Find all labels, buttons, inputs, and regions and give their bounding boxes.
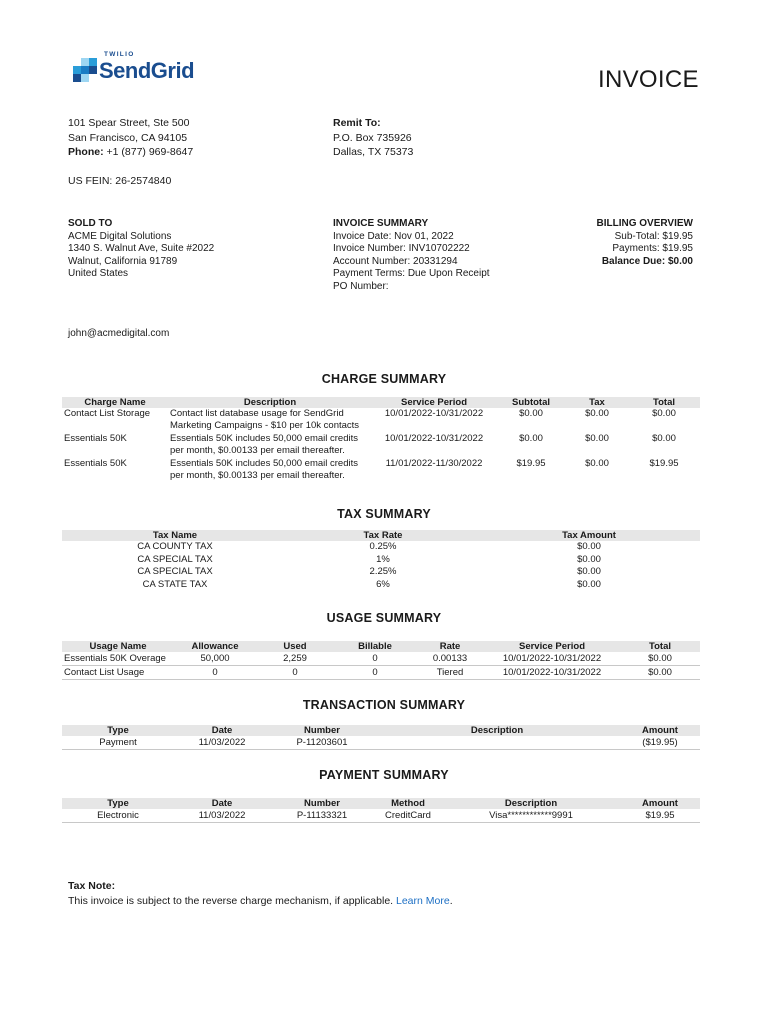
- column-header: Total: [620, 641, 700, 652]
- contact-email: john@acmedigital.com: [68, 328, 170, 339]
- table-cell: $19.95: [620, 809, 700, 823]
- sold-to-street: 1340 S. Walnut Ave, Suite #2022: [68, 243, 215, 254]
- table-cell: 0.00133: [416, 652, 484, 666]
- table-cell: Visa************9991: [442, 809, 620, 823]
- table-cell: Essentials 50K: [64, 457, 127, 469]
- table-cell: 50,000: [174, 652, 256, 666]
- table-header-row: [62, 725, 700, 736]
- table-cell: $0.00: [652, 432, 676, 444]
- column-header: Description: [168, 397, 372, 408]
- phone-label: Phone:: [68, 146, 104, 158]
- remit-line2: Dallas, TX 75373: [333, 146, 414, 158]
- remit-label: Remit To:: [333, 117, 381, 129]
- usage-summary-table: [62, 641, 700, 680]
- column-header: Number: [270, 798, 374, 809]
- remit-line1: P.O. Box 735926: [333, 131, 412, 144]
- table-cell: ($19.95): [620, 736, 700, 750]
- column-header: Billable: [334, 641, 416, 652]
- table-row: [62, 541, 700, 554]
- table-cell: $0.00: [585, 432, 609, 444]
- usage-summary-title: USAGE SUMMARY: [326, 611, 442, 625]
- invoice-number: Invoice Number: INV10702222: [333, 243, 470, 254]
- table-cell: $19.95: [516, 457, 546, 469]
- column-header: Service Period: [372, 397, 496, 408]
- company-address: [68, 116, 308, 188]
- table-cell: Electronic: [62, 809, 174, 823]
- table-header-row: [62, 530, 700, 541]
- table-row: [62, 433, 700, 458]
- company-phone: [68, 145, 308, 160]
- table-cell: $0.00: [577, 566, 601, 577]
- table-cell: 0: [256, 666, 334, 680]
- column-header: Number: [270, 725, 374, 736]
- table-cell: 11/01/2022-11/30/2022: [385, 457, 483, 469]
- table-cell: 0: [174, 666, 256, 680]
- payment-summary-title: PAYMENT SUMMARY: [319, 768, 449, 782]
- column-header: Rate: [416, 641, 484, 652]
- table-cell: 2.25%: [369, 566, 397, 577]
- charge-summary-title: CHARGE SUMMARY: [321, 372, 447, 386]
- table-row: [62, 579, 700, 592]
- sold-to-name: ACME Digital Solutions: [68, 230, 172, 242]
- table-cell: 11/03/2022: [174, 809, 270, 823]
- column-header: Description: [442, 798, 620, 809]
- column-header: Usage Name: [62, 641, 174, 652]
- account-number: Account Number: 20331294: [333, 255, 458, 267]
- invoice-summary-heading: INVOICE SUMMARY: [333, 218, 429, 229]
- payment-terms: Payment Terms: Due Upon Receipt: [333, 268, 490, 279]
- column-header: Total: [628, 397, 700, 408]
- tax-note-end: .: [449, 894, 453, 907]
- billing-subtotal: Sub-Total: $19.95: [614, 230, 693, 242]
- table-cell: 10/01/2022-10/31/2022: [484, 666, 620, 680]
- billing-balance-due: Balance Due: $0.00: [601, 255, 693, 267]
- column-header: Tax Name: [62, 530, 288, 541]
- table-cell: 10/01/2022-10/31/2022: [384, 408, 484, 419]
- table-cell: $0.00: [519, 408, 543, 419]
- column-header: Charge Name: [62, 397, 168, 408]
- invoice-date: Invoice Date: Nov 01, 2022: [333, 230, 454, 242]
- table-cell: $0.00: [620, 652, 700, 666]
- table-header-row: [62, 798, 700, 809]
- tax-note: [68, 879, 708, 908]
- column-header: Amount: [620, 798, 700, 809]
- tax-note-text-line: [68, 894, 708, 909]
- table-cell: Essentials 50K includes 50,000 email credits per month, $0.00133 per email thereafter.: [170, 432, 358, 457]
- table-cell: $0.00: [585, 408, 609, 419]
- table-cell: 0.25%: [369, 541, 397, 552]
- company-address-line1: 101 Spear Street, Ste 500: [68, 117, 190, 129]
- sold-to-city: Walnut, California 91789: [68, 255, 178, 267]
- tax-summary-table: [62, 530, 700, 591]
- logo-grid-icon: [73, 58, 97, 80]
- table-cell: Essentials 50K: [64, 432, 127, 444]
- remit-to: [333, 116, 533, 160]
- table-row: [62, 736, 700, 750]
- column-header: Date: [174, 798, 270, 809]
- page-title: INVOICE: [598, 66, 699, 93]
- table-cell: Essentials 50K includes 50,000 email credits per month, $0.00133 per email thereafter.: [170, 457, 358, 482]
- tax-note-label: Tax Note:: [68, 880, 116, 892]
- column-header: Type: [62, 798, 174, 809]
- column-header: Amount: [620, 725, 700, 736]
- table-cell: CA SPECIAL TAX: [137, 553, 213, 565]
- table-cell: $0.00: [620, 666, 700, 680]
- column-header: Method: [374, 798, 442, 809]
- table-cell: Contact List Usage: [62, 666, 174, 680]
- tax-summary-title: TAX SUMMARY: [337, 507, 431, 521]
- column-header: Allowance: [174, 641, 256, 652]
- table-cell: CA SPECIAL TAX: [137, 566, 213, 577]
- column-header: Tax Amount: [478, 530, 700, 541]
- table-cell: P-11203601: [270, 736, 374, 750]
- column-header: Used: [256, 641, 334, 652]
- company-fein: US FEIN: 26-2574840: [68, 174, 172, 187]
- table-row: [62, 554, 700, 567]
- table-cell: 11/03/2022: [174, 736, 270, 750]
- billing-payments: Payments: $19.95: [612, 243, 693, 254]
- table-cell: 0: [334, 666, 416, 680]
- column-header: Subtotal: [496, 397, 566, 408]
- table-cell: $0.00: [577, 541, 601, 552]
- table-header-row: [62, 397, 700, 408]
- table-cell: 1%: [376, 553, 390, 565]
- transaction-summary-title: TRANSACTION SUMMARY: [302, 698, 466, 712]
- column-header: Tax Rate: [288, 530, 478, 541]
- logo-wordmark: SendGrid: [99, 58, 195, 83]
- po-number: PO Number:: [333, 280, 389, 292]
- column-header: Date: [174, 725, 270, 736]
- sold-to-heading: SOLD TO: [68, 218, 113, 229]
- table-cell: 2,259: [256, 652, 334, 666]
- phone-value: +1 (877) 969-8647: [106, 146, 194, 158]
- sold-to-country: United States: [68, 268, 129, 279]
- table-cell: CreditCard: [374, 809, 442, 823]
- table-row: [62, 458, 700, 483]
- table-row: [62, 566, 700, 579]
- table-cell: $0.00: [652, 408, 676, 419]
- billing-overview-heading: BILLING OVERVIEW: [596, 218, 693, 229]
- column-header: Tax: [566, 397, 628, 408]
- table-cell: [374, 736, 620, 750]
- column-header: Description: [374, 725, 620, 736]
- charge-summary-table: [62, 397, 700, 483]
- company-address-line2: San Francisco, CA 94105: [68, 131, 188, 144]
- table-cell: CA COUNTY TAX: [137, 541, 213, 552]
- table-cell: $0.00: [519, 432, 543, 444]
- table-cell: $19.95: [649, 457, 679, 469]
- table-cell: P-11133321: [270, 809, 374, 823]
- transaction-summary-table: [62, 725, 700, 750]
- billing-overview: [540, 218, 693, 268]
- table-cell: 0: [334, 652, 416, 666]
- table-cell: Essentials 50K Overage: [62, 652, 174, 666]
- table-row: [62, 408, 700, 433]
- table-row: [62, 666, 700, 680]
- table-cell: 6%: [376, 578, 390, 590]
- table-cell: Tiered: [416, 666, 484, 680]
- sendgrid-logo: [73, 50, 213, 84]
- tax-note-text: This invoice is subject to the reverse charge mechanism, if applicable.: [68, 894, 394, 907]
- table-cell: $0.00: [585, 457, 609, 469]
- table-cell: CA STATE TAX: [142, 578, 208, 590]
- column-header: Service Period: [484, 641, 620, 652]
- table-cell: 10/01/2022-10/31/2022: [484, 652, 620, 666]
- invoice-summary: [333, 218, 553, 293]
- table-header-row: [62, 641, 700, 652]
- table-cell: $0.00: [577, 578, 601, 590]
- sold-to: [68, 218, 308, 281]
- table-cell: Contact List Storage: [64, 408, 151, 419]
- table-row: [62, 652, 700, 666]
- table-row: [62, 809, 700, 823]
- table-cell: $0.00: [577, 553, 601, 565]
- table-cell: Payment: [62, 736, 174, 750]
- learn-more-link[interactable]: Learn More: [396, 894, 450, 907]
- column-header: Type: [62, 725, 174, 736]
- table-cell: Contact list database usage for SendGrid Marketing Campaigns - $10 per 10k contacts: [170, 408, 360, 432]
- payment-summary-table: [62, 798, 700, 823]
- logo-small-text: TWILIO: [104, 51, 135, 58]
- table-cell: 10/01/2022-10/31/2022: [384, 432, 484, 444]
